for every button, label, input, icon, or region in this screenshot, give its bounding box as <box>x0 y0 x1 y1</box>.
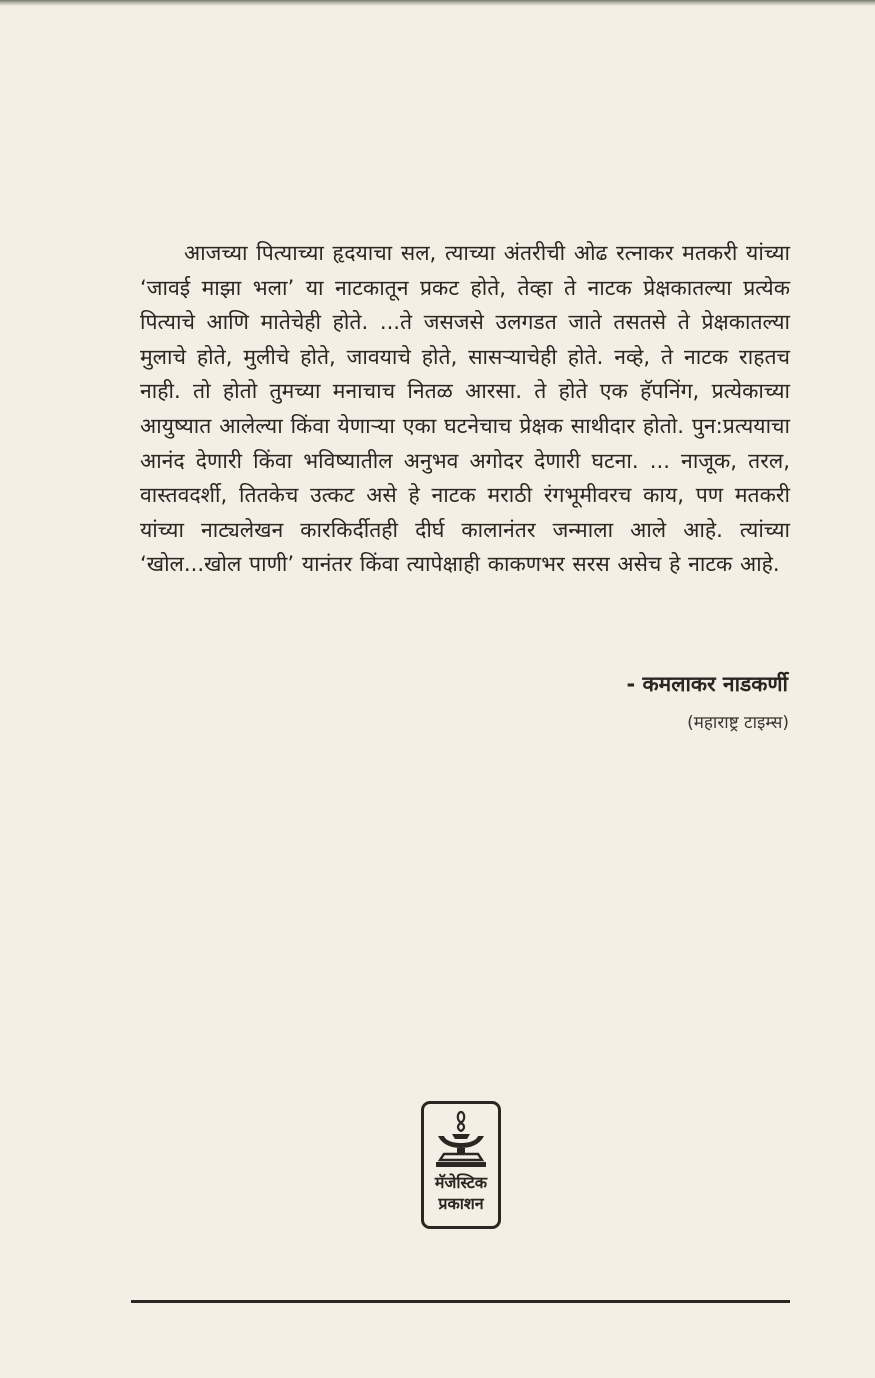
blurb-paragraph: आजच्या पित्याच्या हृदयाचा सल, त्याच्या अंतरीची ओढ रत्नाकर मतकरी यांच्या ‘जावई माझा भला’ या नाटकातून प्रकट होते, तेव्हा ते नाटक प्रेक्षकातल्या प्रत्येक पित्याचे आणि मातेचेही होते. ...ते जसजसे उलगडत जाते तसतसे ते प्रेक्षकातल्या मुलाचे होते, मुलीचे होते, जावयाचे होते, सासऱ्याचेही होते. नव्हे, ते नाटक राहतच नाही. तो होतो तुमच्या मनाचाच नितळ आरसा. ते होते एक हॅपनिंग, प्रत्येकाच्या आयुष्यात आलेल्या किंवा येणाऱ्या एका घटनेचाच प्रेक्षक साथीदार होतो. पुन:प्रत्ययाचा आनंद देणारी किंवा भविष्यातील अनुभव अगोदर देणारी घटना. ... नाजूक, तरल, वास्तवदर्शी, तितकेच उत्कट असे हे नाटक मराठी रंगभूमीवरच काय, पण मतकरी यांच्या नाट्यलेखन कारकिर्दीतही दीर्घ कालानंतर जन्माला आले आहे. त्यांच्या ‘खोल...खोल पाणी’ यानंतर किंवा त्यापेक्षाही काकणभर सरस असेच हे नाटक आहे. <box>140 240 790 577</box>
publisher-name-line2: प्रकाशन <box>438 1194 484 1213</box>
review-source: (महाराष्ट्र टाइम्स) <box>687 713 789 733</box>
publisher-logo <box>421 1101 501 1229</box>
diya-lamp-icon <box>432 1110 490 1172</box>
publisher-name-line1: मॅजेस्टिक <box>434 1173 488 1192</box>
review-author: - कमलाकर नाडकर्णी <box>626 672 788 696</box>
bottom-divider <box>131 1300 790 1303</box>
blurb-text-block <box>140 236 790 582</box>
cover-top-edge <box>0 0 875 6</box>
publisher-name <box>424 1172 498 1214</box>
